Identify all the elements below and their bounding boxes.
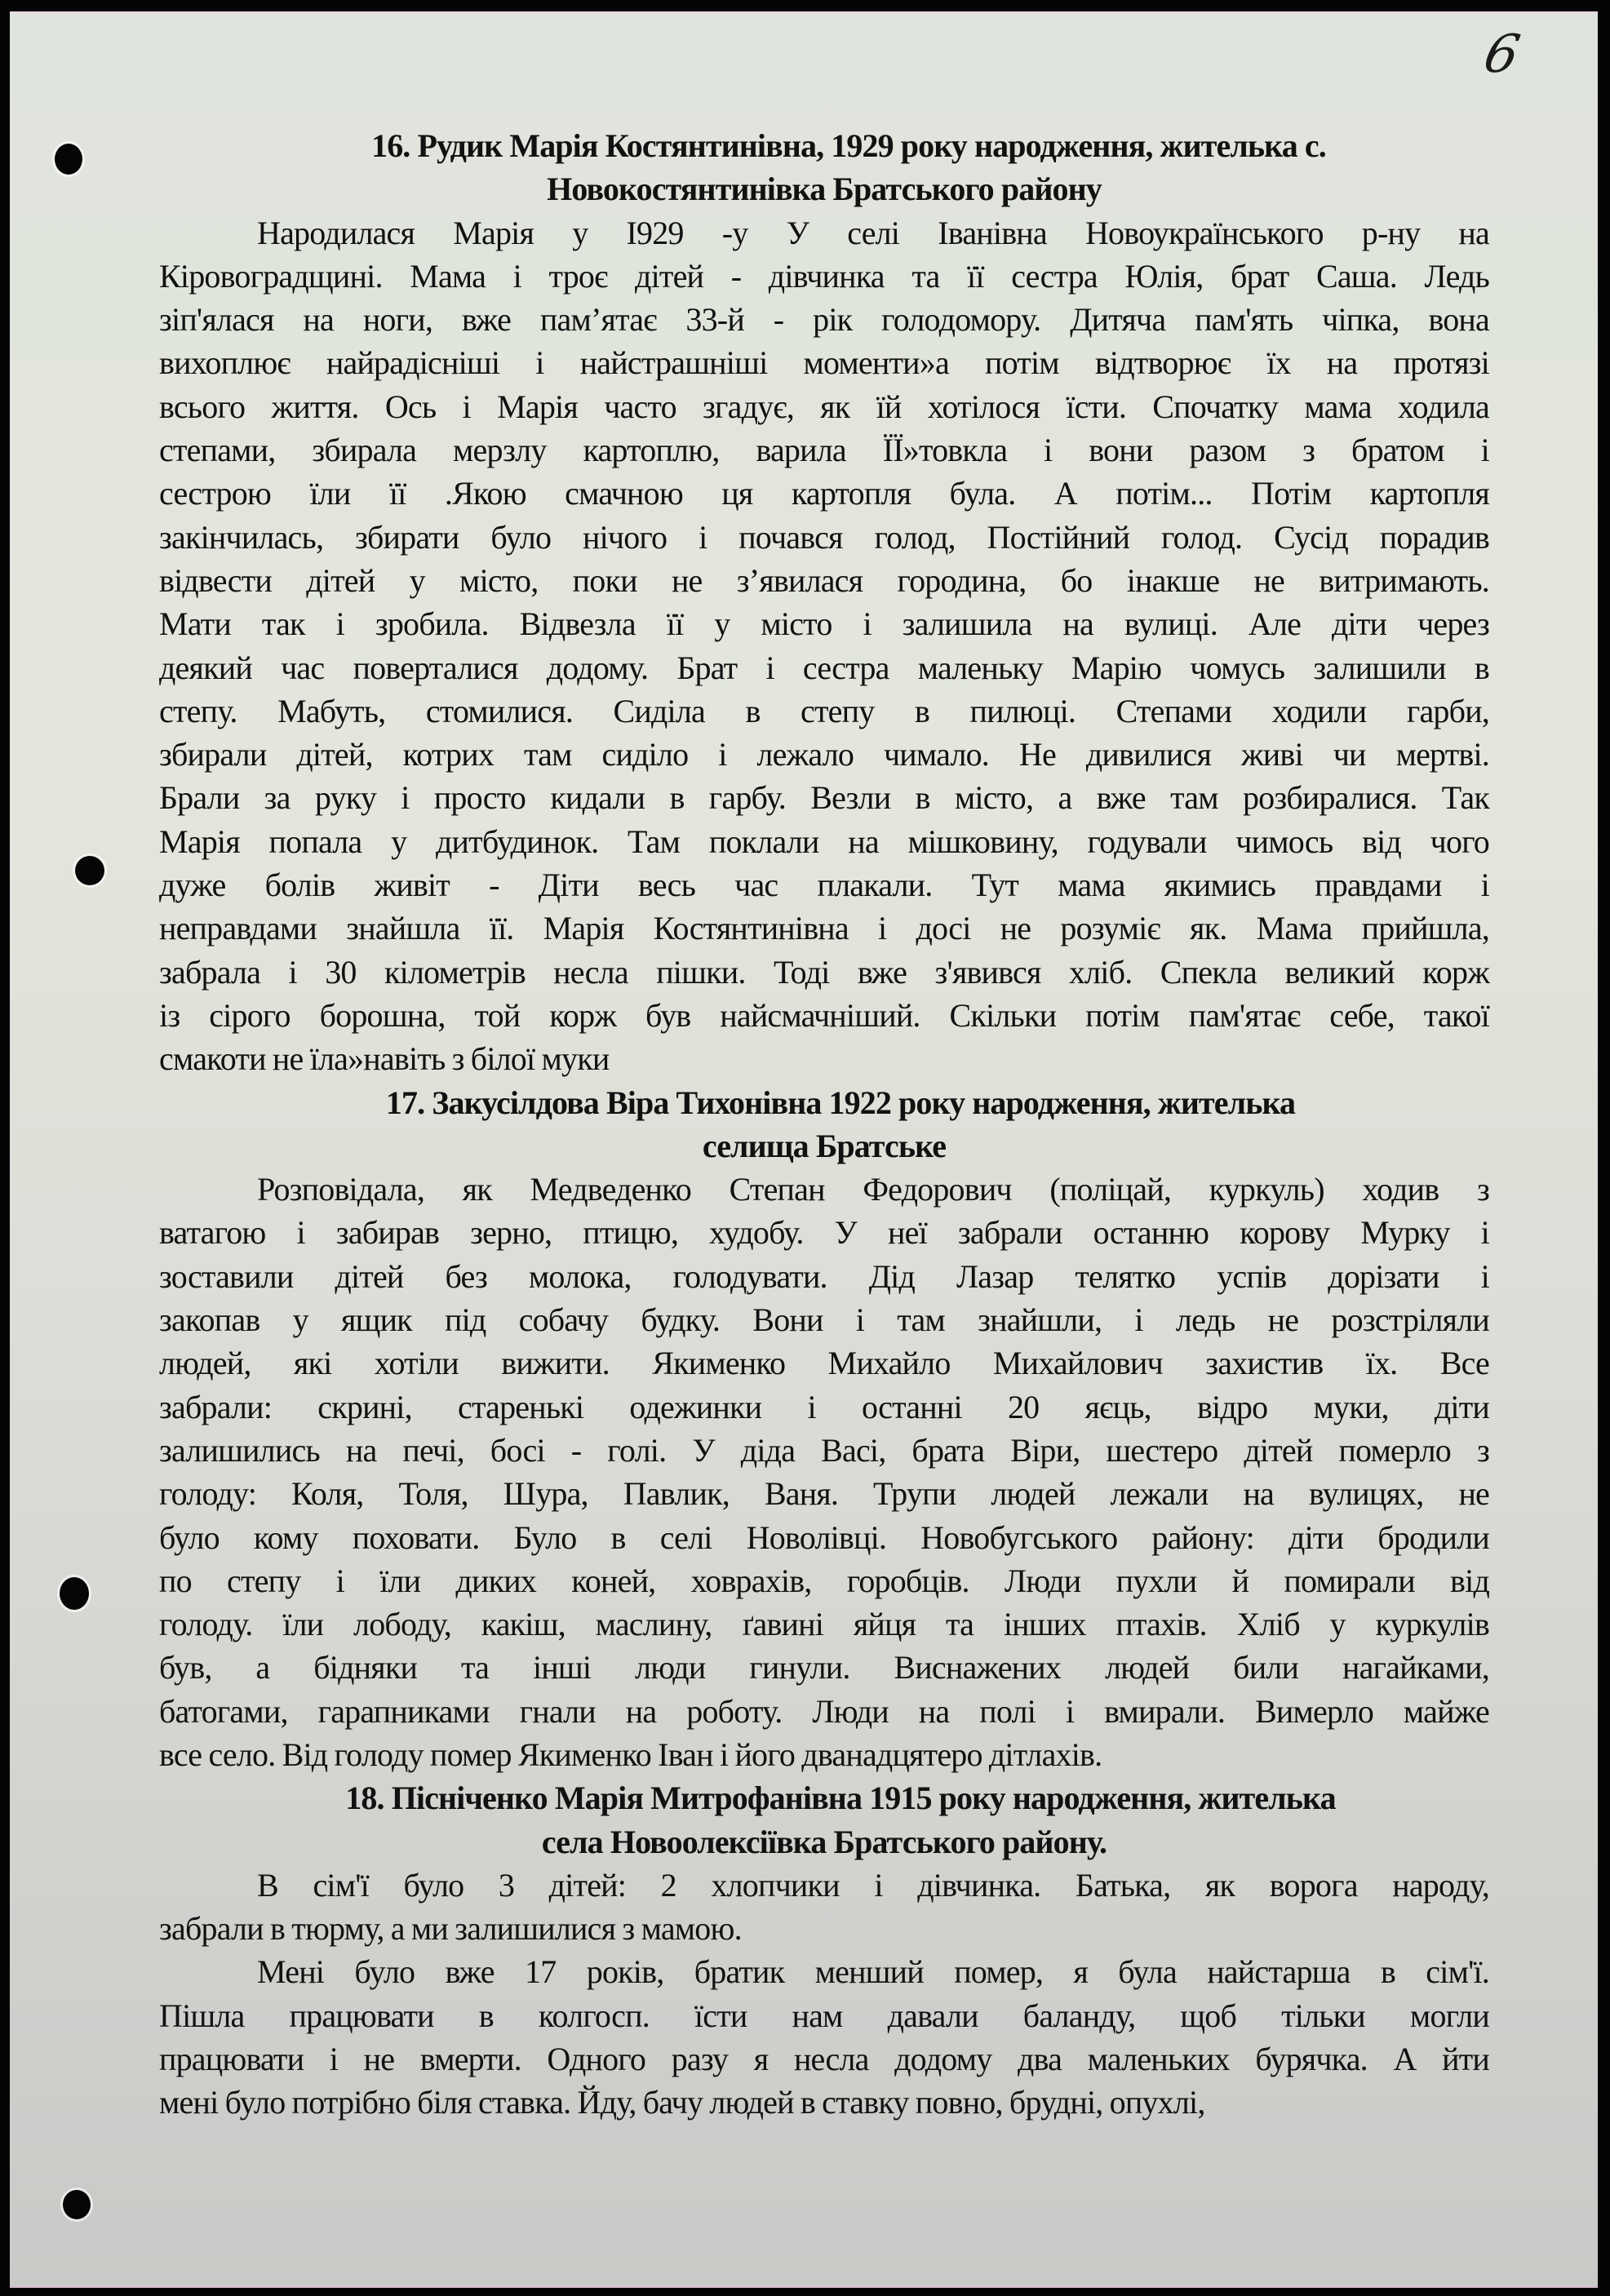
text-line: мені було потрібно біля ставка. Йду, бачу людей в ставку повно, брудні, опухлі, (159, 2084, 1205, 2121)
text-line: був, а бідняки та інші люди гинули. Виснажених людей били нагайками, (159, 1649, 1489, 1687)
text-line: Кіровоградщині. Мама і троє дітей - дівчинка та її сестра Юлія, брат Саша. Ледь (159, 257, 1489, 295)
text-line: Марія попала у дитбудинок. Там поклали на мішковину, годували чимось від чого (159, 822, 1489, 860)
text-line: по степу і їли диких коней, ховрахів, горобців. Люди пухли й помирали від (159, 1562, 1489, 1599)
text-line: закопав у ящик під собачу будку. Вони і там знайшли, і ледь не розстріляли (159, 1301, 1489, 1339)
text-line: деякий час поверталися додому. Брат і сестра маленьку Марію чомусь залишили в (159, 649, 1489, 686)
section-heading: села Новоолексіївка Братського району. (541, 1823, 1107, 1860)
punch-hole (55, 144, 82, 175)
paragraph (159, 1168, 1489, 1776)
punch-hole (60, 1577, 89, 1610)
text-line: дуже болів живіт - Діти весь час плакали. Тут мама якимись правдами і (159, 867, 1489, 904)
text-line: Брали за руку і просто кидали в гарбу. Везли в місто, а вже там розбиралися. Так (159, 779, 1489, 817)
page-number: 6 (1479, 24, 1525, 85)
text-line: зіп'ялася на ноги, вже пам’ятає 33-й - рік голодомору. Дитяча пам'ять чіпка, вона (159, 301, 1489, 339)
text-line: В сім'ї було 3 дітей: 2 хлопчики і дівчинка. Батька, як ворога народу, (257, 1866, 1489, 1904)
testimony-section (159, 1081, 1489, 1777)
text-line: людей, які хотіли вижити. Якименко Михайло Михайлович захистив їх. Все (159, 1345, 1489, 1382)
text-line: степу. Мабуть, стомилися. Сиділа в степу в пилюці. Степами ходили гарби, (159, 692, 1489, 729)
text-line: батогами, гарапниками гнали на роботу. Люди на полі і вмирали. Вимерло майже (159, 1692, 1489, 1730)
testimony-section (159, 1776, 1489, 2124)
punch-hole (63, 2190, 91, 2219)
text-line: збирали дітей, котрих там сиділо і лежало чимало. Не дивилися живі чи мертві. (159, 736, 1489, 773)
text-line: працювати і не вмерти. Одного разу я несла додому два маленьких бурячка. А йти (159, 2041, 1489, 2078)
text-line: із сірого борошна, той корж був найсмачніший. Скільки потім пам'ятає себе, такої (159, 996, 1489, 1034)
text-line: було кому поховати. Було в селі Новолівці. Новобугського району: діти бродили (159, 1518, 1489, 1556)
text-line: неправдами знайшла її. Марія Костянтинівна і досі не розуміє як. Мама прийшла, (159, 910, 1489, 947)
text-line: все село. Від голоду помер Якименко Іван і його дванадцятеро дітлахів. (159, 1735, 1102, 1773)
text-line: залишились на печі, босі - голі. У діда Васі, брата Віри, шестеро дітей померло з (159, 1431, 1489, 1469)
paragraph (159, 1950, 1489, 2124)
section-heading: Новокостянтинівка Братського району (547, 171, 1102, 208)
text-line: Мати так і зробила. Відвезла її у місто і залишила на вулиці. Але діти через (159, 605, 1489, 643)
text-line: Народилася Марія у I929 -у У селі Іванівна Новоукраїнського р-ну на (257, 214, 1489, 251)
testimony-section (159, 124, 1489, 1081)
text-line: забрали: скрині, старенькі одежинки і останні 20 яєць, відро муки, діти (159, 1388, 1489, 1425)
paragraph (159, 211, 1489, 1081)
text-line: забрали в тюрму, а ми залишилися з мамою. (159, 1910, 742, 1948)
text-line: Мені було вже 17 років, братик менший помер, я була найстарша в сім'ї. (257, 1953, 1489, 1991)
text-line: Пішла працювати в колгосп. їсти нам давали баланду, щоб тільки могли (159, 1997, 1489, 2034)
document-body (159, 124, 1489, 2125)
section-heading: 18. Пісніченко Марія Митрофанівна 1915 року народження, жителька (345, 1780, 1336, 1817)
text-line: ватагою і забирав зерно, птицю, худобу. У неї забрали останню корову Мурку і (159, 1214, 1489, 1252)
text-line: сестрою їли її .Якою смачною ця картопля була. А потім... Потім картопля (159, 475, 1489, 512)
text-line: всього життя. Ось і Марія часто згадує, як їй хотілося їсти. Спочатку мама ходила (159, 388, 1489, 425)
text-line: закінчилась, збирати було нічого і почався голод, Постійний голод. Сусід порадив (159, 518, 1489, 556)
text-line: степами, збирала мерзлу картоплю, варила ЇЇ»товкла і вони разом з братом і (159, 432, 1489, 469)
text-line: голоду: Коля, Толя, Шура, Павлик, Ваня. Трупи людей лежали на вулицях, не (159, 1475, 1489, 1513)
text-line: зоставили дітей без молока, голодувати. Дід Лазар телятко успів дорізати і (159, 1257, 1489, 1295)
text-line: вихоплює найрадісніші і найстрашніші моменти»а потім відтворює їх на протязі (159, 344, 1489, 382)
text-line: забрала і 30 кілометрів несла пішки. Тоді вже з'явився хліб. Спекла великий корж (159, 953, 1489, 991)
section-heading: селища Братське (702, 1127, 947, 1164)
section-heading: 16. Рудик Марія Костянтинівна, 1929 року народження, жителька с. (371, 127, 1326, 164)
punch-hole (75, 856, 104, 885)
paragraph (159, 1864, 1489, 1951)
section-heading: 17. Закусілдова Віра Тихонівна 1922 року народження, жителька (385, 1084, 1296, 1121)
text-line: смакоти не їла»навіть з білої муки (159, 1040, 610, 1078)
text-line: відвести дітей у місто, поки не з’явилася городина, бо інакше не витримають. (159, 561, 1489, 599)
text-line: Розповідала, як Медведенко Степан Федорович (поліцай, куркуль) ходив з (257, 1171, 1489, 1208)
text-line: голоду. їли лободу, какіш, маслину, ґавині яйця та інших птахів. Хліб у куркулів (159, 1606, 1489, 1643)
